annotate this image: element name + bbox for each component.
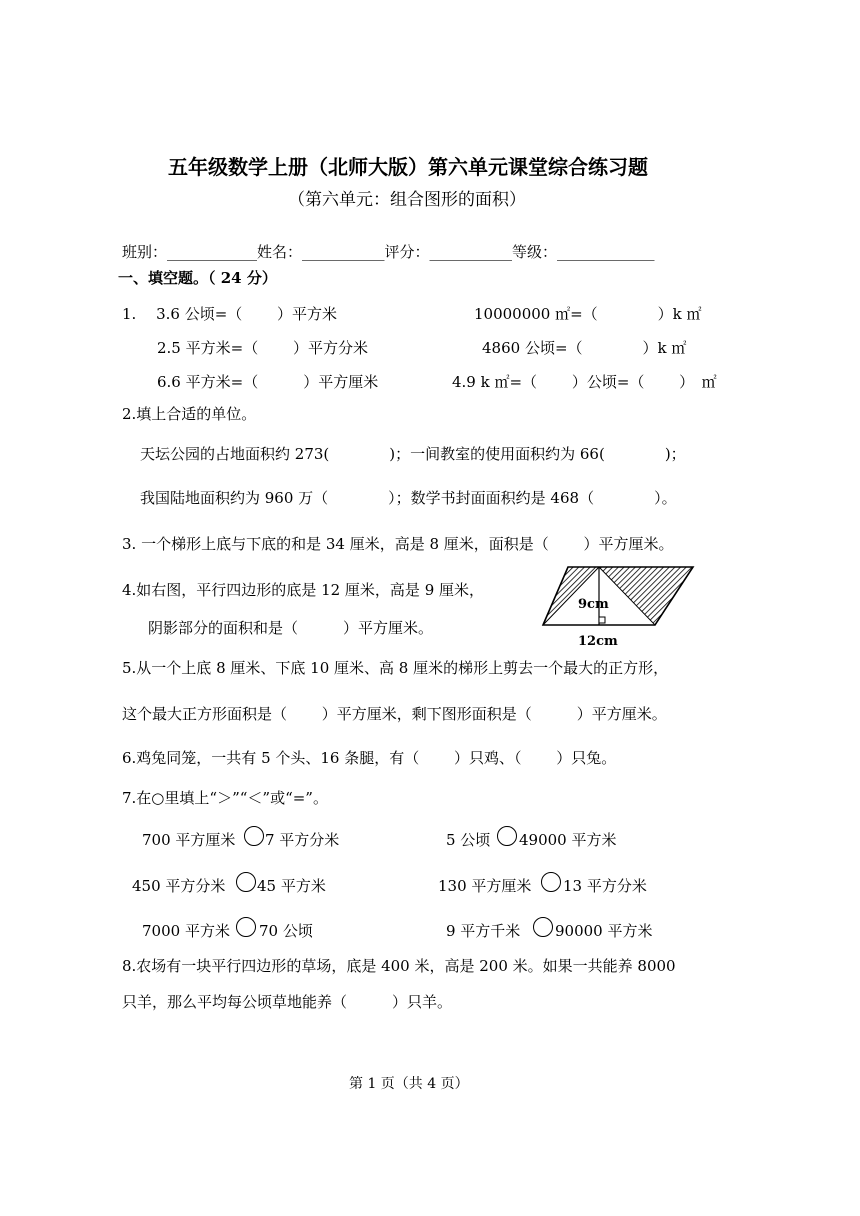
q4-line2: 阴影部分的面积和是（ ）平方厘米。 (148, 619, 434, 637)
q2-line2: 我国陆地面积约为 960 万（ ）；数学书封面面积约是 468（ ）。 (140, 489, 677, 507)
compare-circle-3[interactable] (236, 872, 256, 892)
compare-circle-6[interactable] (533, 917, 553, 937)
parallelogram-figure (538, 562, 698, 650)
q7-item6-left: 9 平方千米 (446, 922, 521, 940)
q7-item5-right: 70 公顷 (259, 922, 313, 940)
page-subtitle: （第六单元：组合图形的面积） (288, 190, 526, 210)
q2-stem: 2.填上合适的单位。 (122, 405, 257, 423)
height-label: 9cm (578, 597, 609, 612)
q3-text: 3. 一个梯形上底与下底的和是 34 厘米，高是 8 厘米，面积是（ ）平方厘米。 (122, 535, 674, 553)
section-heading: 一、填空题。（ 24 分） (118, 269, 277, 287)
q7-item1-left: 700 平方厘米 (142, 831, 236, 849)
q7-item3-right: 45 平方米 (257, 877, 326, 895)
compare-circle-5[interactable] (236, 917, 256, 937)
q7-stem: 7.在○里填上“＞”“＜”或“=”。 (122, 789, 328, 807)
compare-circle-1[interactable] (244, 826, 264, 846)
q2-line1: 天坛公园的占地面积约 273( )；一间教室的使用面积约为 66( )； (140, 445, 686, 463)
q1-row1-left: 1. 3.6 公顷=（ ）平方米 (122, 305, 338, 323)
q8-line2: 只羊，那么平均每公顷草地能养（ ）只羊。 (122, 993, 453, 1011)
q7-item5-left: 7000 平方米 (142, 922, 230, 940)
compare-circle-2[interactable] (497, 826, 517, 846)
q4-line1: 4.如右图，平行四边形的底是 12 厘米，高是 9 厘米， (122, 581, 485, 599)
q8-line1: 8.农场有一块平行四边形的草场，底是 400 米，高是 200 米。如果一共能养 8000 (122, 957, 676, 975)
q1-row3-left: 6.6 平方米=（ ）平方厘米 (157, 373, 379, 391)
page-footer: 第 1 页（共 4 页） (349, 1076, 469, 1092)
q7-item2-right: 49000 平方米 (519, 831, 617, 849)
student-info-line: 班别：____________姓名：___________评分：___________等级：_____________ (122, 243, 655, 261)
base-label: 12cm (578, 634, 618, 649)
compare-circle-4[interactable] (541, 872, 561, 892)
q7-item1-right: 7 平方分米 (265, 831, 340, 849)
q7-item3-left: 450 平方分米 (132, 877, 226, 895)
q6-text: 6.鸡兔同笼，一共有 5 个头、16 条腿，有（ ）只鸡、（ ）只兔。 (122, 749, 617, 767)
shaded-left-triangle (543, 567, 599, 625)
q7-item6-right: 90000 平方米 (555, 922, 653, 940)
q7-item2-left: 5 公顷 (446, 831, 491, 849)
q7-item4-right: 13 平方分米 (563, 877, 647, 895)
q5-line1: 5.从一个上底 8 厘米、下底 10 厘米、高 8 厘米的梯形上剪去一个最大的正方形， (122, 659, 669, 677)
shaded-right-triangle (599, 567, 693, 625)
right-angle-mark (599, 617, 605, 623)
q1-row3-right: 4.9 k ㎡=（ ）公顷=（ ） ㎡ (452, 373, 717, 391)
q1-row1-right: 10000000 ㎡=（ ）k ㎡ (474, 305, 702, 323)
q1-row2-right: 4860 公顷=（ ）k ㎡ (482, 339, 687, 357)
page-title: 五年级数学上册（北师大版）第六单元课堂综合练习题 (168, 155, 648, 179)
q7-item4-left: 130 平方厘米 (438, 877, 532, 895)
q5-line2: 这个最大正方形面积是（ ）平方厘米，剩下图形面积是（ ）平方厘米。 (122, 705, 667, 723)
q1-row2-left: 2.5 平方米=（ ）平方分米 (157, 339, 368, 357)
